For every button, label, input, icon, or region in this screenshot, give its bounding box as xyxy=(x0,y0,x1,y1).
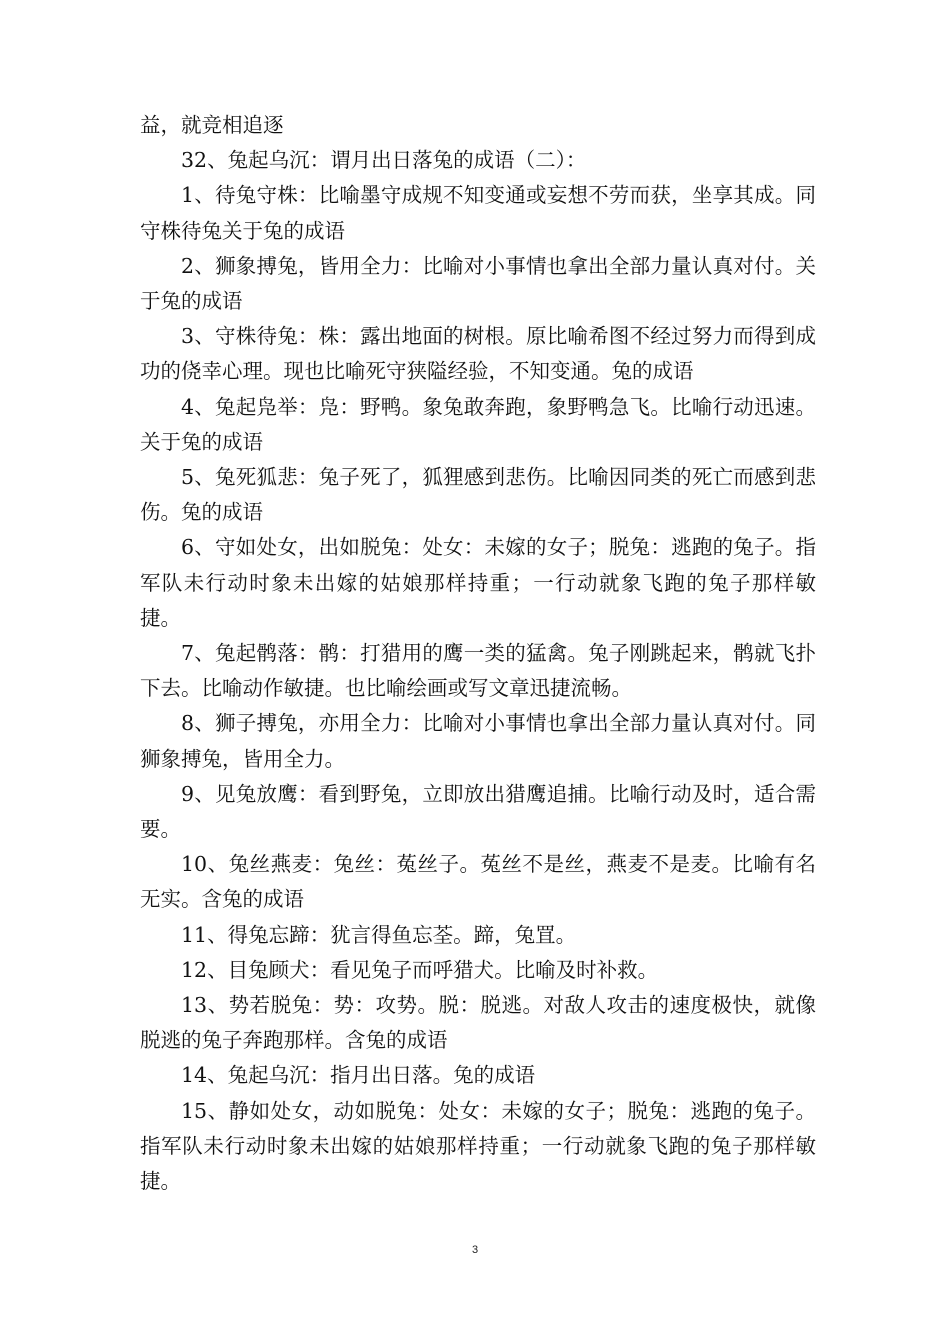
paragraph: 3、守株待兔：株：露出地面的树根。原比喻希图不经过努力而得到成功的侥幸心理。现也比喻死守狭隘经验，不知变通。兔的成语 xyxy=(140,324,816,384)
paragraph: 2、狮象搏兔，皆用全力：比喻对小事情也拿出全部力量认真对付。关于兔的成语 xyxy=(140,253,816,314)
paragraph: 4、兔起凫举：凫：野鸭。象兔敢奔跑，象野鸭急飞。比喻行动迅速。关于兔的成语 xyxy=(140,394,816,454)
paragraph: 5、兔死狐悲：兔子死了，狐狸感到悲伤。比喻因同类的死亡而感到悲伤。兔的成语 xyxy=(140,465,816,525)
paragraph: 益，就竞相追逐 xyxy=(140,113,284,137)
paragraph: 8、狮子搏兔，亦用全力：比喻对小事情也拿出全部力量认真对付。同狮象搏兔，皆用全力。 xyxy=(140,711,816,771)
paragraph: 12、目兔顾犬：看见兔子而呼猎犬。比喻及时补救。 xyxy=(181,957,659,982)
paragraph: 13、势若脱兔：势：攻势。脱：脱逃。对敌人攻击的速度极快，就像脱逃的兔子奔跑那样。含兔的成语 xyxy=(140,993,816,1053)
paragraph: 1、待兔守株：比喻墨守成规不知变通或妄想不劳而获，坐享其成。同守株待兔关于兔的成语 xyxy=(140,183,816,243)
paragraph: 7、兔起鹘落：鹘：打猎用的鹰一类的猛禽。兔子刚跳起来，鹘就飞扑下去。比喻动作敏捷。也比喻绘画或写文章迅捷流畅。 xyxy=(140,641,816,701)
paragraph: 9、见兔放鹰：看到野兔，立即放出猎鹰追捕。比喻行动及时，适合需要。 xyxy=(140,781,816,842)
paragraph: 6、守如处女，出如脱兔：处女：未嫁的女子；脱兔：逃跑的兔子。指军队未行动时象未出嫁的姑娘那样持重；一行动就象飞跑的兔子那样敏捷。 xyxy=(140,535,816,630)
paragraph: 32、兔起乌沉：谓月出日落兔的成语（二）： xyxy=(181,148,587,173)
body-text xyxy=(140,108,816,1199)
paragraph: 10、兔丝燕麦：兔丝：菟丝子。菟丝不是丝，燕麦不是麦。比喻有名无实。含兔的成语 xyxy=(140,852,816,912)
page-number: 3 xyxy=(471,1244,479,1256)
paragraph: 14、兔起乌沉：指月出日落。兔的成语 xyxy=(181,1063,536,1088)
paragraph: 15、静如处女，动如脱兔：处女：未嫁的女子；脱兔：逃跑的兔子。指军队未行动时象未出嫁的姑娘那样持重；一行动就象飞跑的兔子那样敏捷。 xyxy=(140,1098,816,1194)
paragraph: 11、得兔忘蹄：犹言得鱼忘荃。蹄，兔罝。 xyxy=(181,922,577,947)
